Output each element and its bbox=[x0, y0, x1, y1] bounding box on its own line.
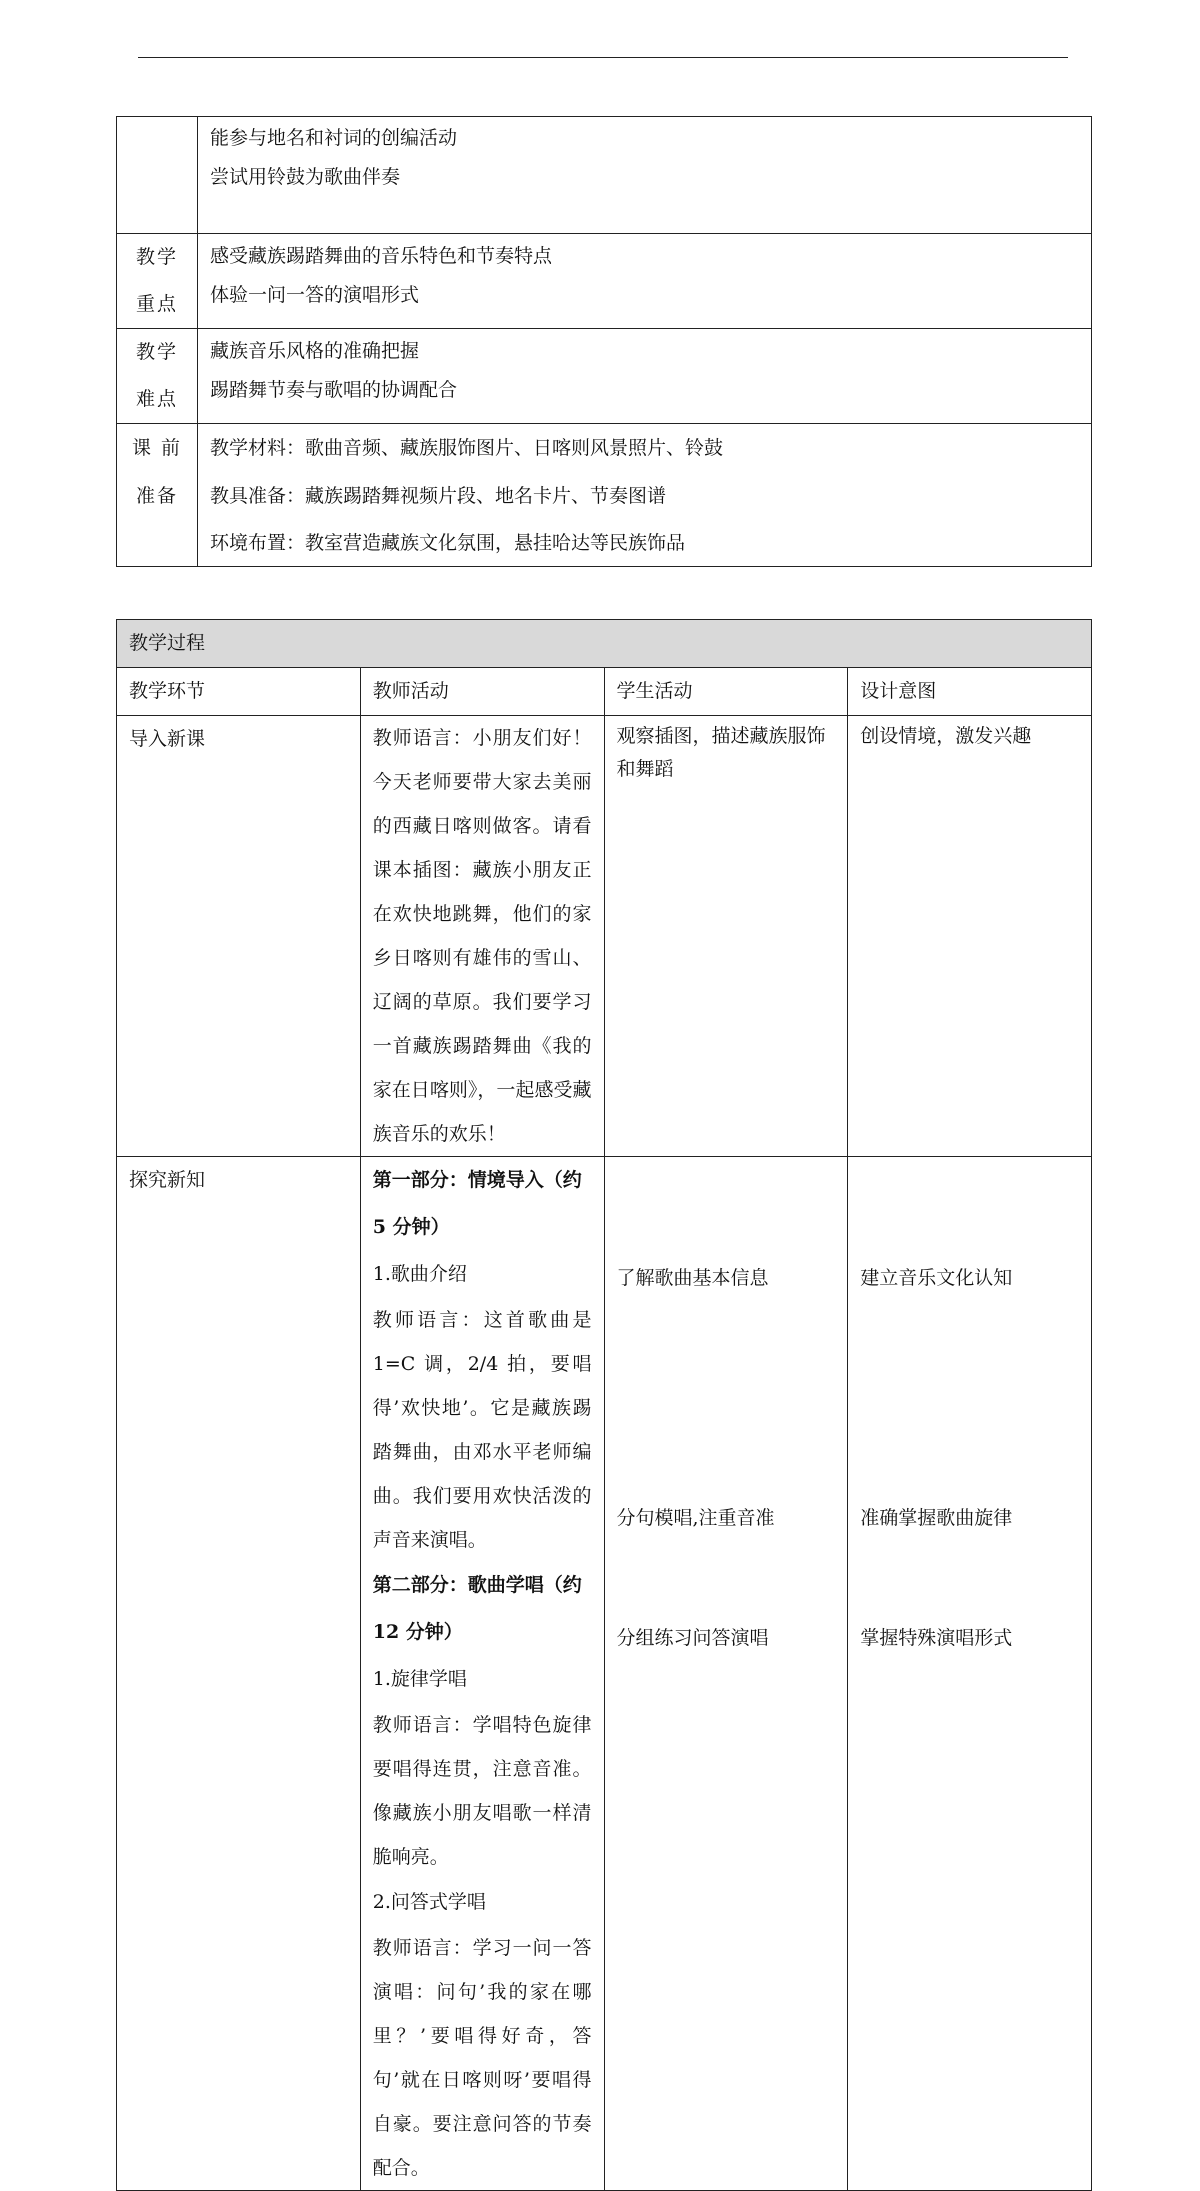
part2-title: 第二部分：歌曲学唱（约 12 分钟） bbox=[372, 1574, 582, 1643]
intro-intent-text: 创设情境，激发兴趣 bbox=[860, 725, 1032, 747]
process-header-row bbox=[117, 668, 1092, 716]
student-activity-2: 分句模唱,注重音准 bbox=[616, 1507, 775, 1529]
key-points-content-cell bbox=[198, 234, 1092, 329]
difficulties-label: 难点 bbox=[135, 388, 178, 410]
header-intent: 设计意图 bbox=[848, 668, 1092, 716]
preparation-label: 课 前 bbox=[131, 437, 183, 459]
objectives-row bbox=[117, 117, 1092, 234]
preparation-line: 教学材料：歌曲音频、藏族服饰图片、日喀则风景照片、铃鼓 bbox=[210, 437, 724, 459]
difficulty-line: 藏族音乐风格的准确把握 bbox=[210, 340, 420, 362]
intro-teacher-cell bbox=[360, 716, 604, 1157]
header-teacher: 教师活动 bbox=[360, 668, 604, 716]
preparation-row bbox=[117, 424, 1092, 567]
difficulties-label: 教学 bbox=[135, 341, 178, 363]
explore-student-cell bbox=[604, 1157, 848, 2191]
header-rule bbox=[138, 57, 1068, 58]
teaching-process-table bbox=[116, 619, 1092, 2191]
header-student: 学生活动 bbox=[604, 668, 848, 716]
part1-title: 第一部分：情境导入（约 5 分钟） bbox=[372, 1169, 582, 1238]
objectives-label-cell bbox=[117, 117, 198, 234]
objective-line: 尝试用铃鼓为歌曲伴奏 bbox=[210, 166, 401, 188]
objectives-content-cell bbox=[198, 117, 1092, 234]
objective-line: 能参与地名和衬词的创编活动 bbox=[210, 127, 458, 149]
intro-student-cell bbox=[604, 716, 848, 1157]
part1-item: 1.歌曲介绍 bbox=[372, 1263, 467, 1285]
preparation-content-cell bbox=[198, 424, 1092, 567]
explore-stage: 探究新知 bbox=[129, 1169, 206, 1191]
design-intent-2: 准确掌握歌曲旋律 bbox=[860, 1507, 1013, 1529]
student-activity-3: 分组练习问答演唱 bbox=[616, 1627, 769, 1649]
part2-text1: 教师语言：学唱特色旋律要唱得连贯，注意音准。像藏族小朋友唱歌一样清脆响亮。 bbox=[372, 1714, 592, 1868]
part1-text: 教师语言：这首歌曲是 1=C 调，2/4 拍，要唱得’欢快地’。它是藏族踢踏舞曲，由邓水平老师编曲。我们要用欢快活泼的声音来演唱。 bbox=[372, 1309, 592, 1551]
intro-stage: 导入新课 bbox=[129, 728, 206, 750]
intro-stage-cell bbox=[117, 716, 361, 1157]
difficulties-content-cell bbox=[198, 329, 1092, 424]
intro-row bbox=[117, 716, 1092, 1157]
part2-item1: 1.旋律学唱 bbox=[372, 1668, 467, 1690]
key-points-label: 重点 bbox=[135, 293, 178, 315]
design-intent-3: 掌握特殊演唱形式 bbox=[860, 1627, 1013, 1649]
explore-teacher-cell bbox=[360, 1157, 604, 2191]
key-point-line: 感受藏族踢踏舞曲的音乐特色和节奏特点 bbox=[210, 245, 553, 267]
student-activity-1: 了解歌曲基本信息 bbox=[616, 1267, 769, 1289]
key-points-row bbox=[117, 234, 1092, 329]
explore-stage-cell bbox=[117, 1157, 361, 2191]
lesson-info-table bbox=[116, 116, 1092, 567]
preparation-label: 准备 bbox=[135, 485, 178, 507]
explore-intent-cell bbox=[848, 1157, 1092, 2191]
process-title: 教学过程 bbox=[117, 620, 1092, 668]
part2-item2: 2.问答式学唱 bbox=[372, 1891, 486, 1913]
preparation-line: 环境布置：教室营造藏族文化氛围，悬挂哈达等民族饰品 bbox=[210, 532, 686, 554]
intro-teacher-text: 教师语言：小朋友们好！今天老师要带大家去美丽的西藏日喀则做客。请看课本插图：藏族小朋友正在欢快地跳舞，他们的家乡日喀则有雄伟的雪山、辽阔的草原。我们要学习一首藏族踢踏舞曲《我的家在日喀则》，一起感受藏族音乐的欢乐！ bbox=[372, 727, 592, 1145]
intro-intent-cell bbox=[848, 716, 1092, 1157]
intro-student-text: 观察插图，描述藏族服饰和舞蹈 bbox=[616, 725, 826, 780]
key-point-line: 体验一问一答的演唱形式 bbox=[210, 284, 420, 306]
header-stage: 教学环节 bbox=[117, 668, 361, 716]
design-intent-1: 建立音乐文化认知 bbox=[860, 1267, 1013, 1289]
key-points-label: 教学 bbox=[135, 246, 178, 268]
explore-row bbox=[117, 1157, 1092, 2191]
preparation-label-cell bbox=[117, 424, 198, 567]
part2-text2: 教师语言：学习一问一答演唱：问句’我的家在哪里？’要唱得好奇，答句’就在日喀则呀’要唱得自豪。要注意问答的节奏配合。 bbox=[372, 1937, 592, 2179]
difficulties-row bbox=[117, 329, 1092, 424]
difficulty-line: 踢踏舞节奏与歌唱的协调配合 bbox=[210, 379, 458, 401]
difficulties-label-cell bbox=[117, 329, 198, 424]
preparation-line: 教具准备：藏族踢踏舞视频片段、地名卡片、节奏图谱 bbox=[210, 485, 667, 507]
key-points-label-cell bbox=[117, 234, 198, 329]
